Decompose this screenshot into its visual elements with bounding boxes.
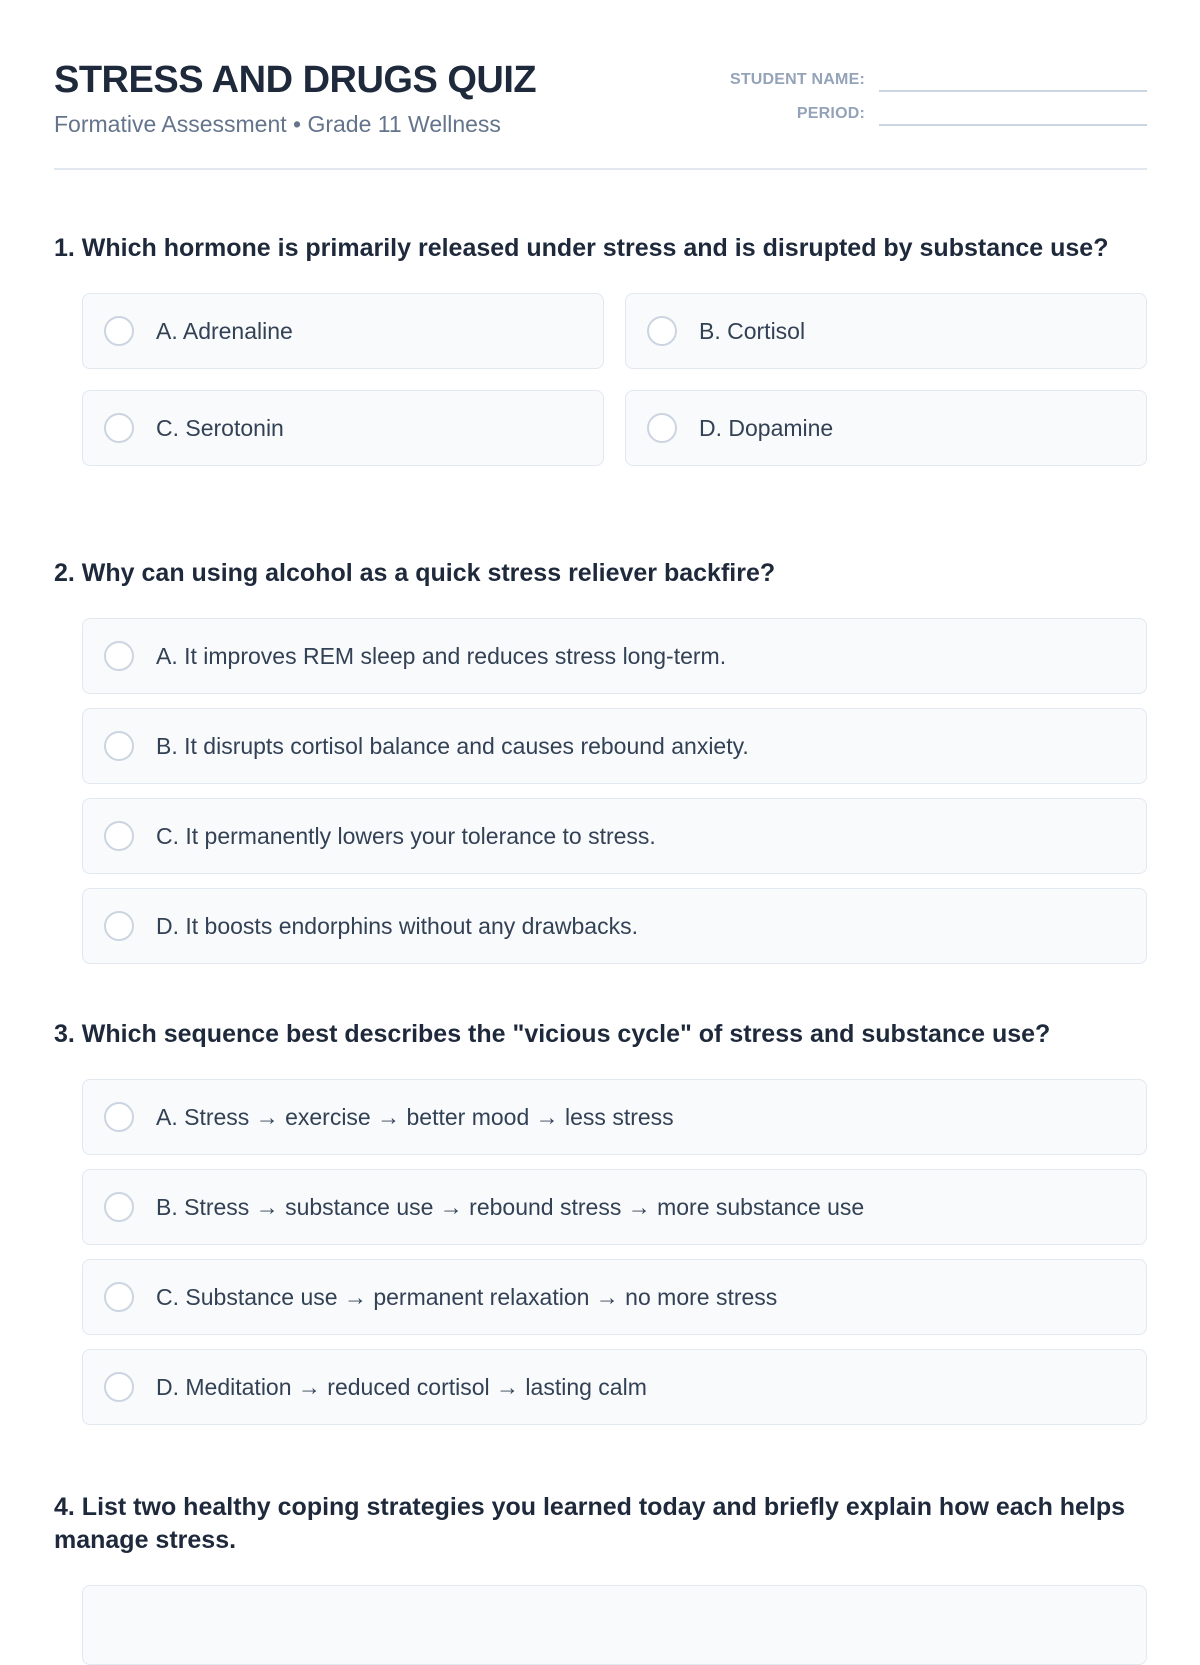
- question-1-option-c[interactable]: [82, 390, 604, 466]
- question-1-option-d[interactable]: [625, 390, 1147, 466]
- question-4-answer-box[interactable]: [82, 1585, 1147, 1665]
- period-label: PERIOD:: [796, 105, 865, 122]
- question-3-text: 3. Which sequence best describes the "vicious cycle" of stress and substance use?: [54, 1020, 1051, 1048]
- radio-circle-icon[interactable]: [647, 413, 677, 443]
- question-1-option-a[interactable]: [82, 293, 604, 369]
- question-3-option-c[interactable]: [82, 1259, 1147, 1335]
- radio-circle-icon[interactable]: [104, 413, 134, 443]
- question-3-option-a[interactable]: [82, 1079, 1147, 1155]
- option-label: C. Serotonin: [156, 415, 284, 441]
- question-3-options: [82, 1079, 1147, 1425]
- option-label: D. Dopamine: [699, 415, 834, 441]
- question-1: [54, 232, 1147, 466]
- question-2-option-a[interactable]: [82, 618, 1147, 694]
- radio-circle-icon[interactable]: [104, 731, 134, 761]
- question-2-option-c[interactable]: [82, 798, 1147, 874]
- radio-circle-icon[interactable]: [104, 821, 134, 851]
- option-label: B. It disrupts cortisol balance and causes rebound anxiety.: [156, 733, 749, 759]
- option-label: C. It permanently lowers your tolerance to stress.: [156, 823, 656, 849]
- radio-circle-icon[interactable]: [104, 1372, 134, 1402]
- question-2-text: 2. Why can using alcohol as a quick stress reliever backfire?: [54, 559, 776, 587]
- option-label: D. Meditation → reduced cortisol → lasting calm: [156, 1374, 647, 1400]
- page-title: STRESS AND DRUGS QUIZ: [54, 59, 537, 101]
- radio-circle-icon[interactable]: [104, 1282, 134, 1312]
- question-2-option-d[interactable]: [82, 888, 1147, 964]
- option-label: C. Substance use → permanent relaxation → no more stress: [156, 1284, 778, 1310]
- question-2-option-b[interactable]: [82, 708, 1147, 784]
- radio-circle-icon[interactable]: [104, 641, 134, 671]
- option-label: B. Cortisol: [699, 318, 806, 344]
- option-label: A. Adrenaline: [156, 318, 293, 344]
- student-info-fields: [707, 66, 1147, 134]
- student-name-row: [707, 66, 1147, 94]
- radio-circle-icon[interactable]: [104, 1192, 134, 1222]
- question-1-text: 1. Which hormone is primarily released under stress and is disrupted by substance use?: [54, 234, 1109, 262]
- period-line[interactable]: [879, 124, 1147, 126]
- option-label: B. Stress → substance use → rebound stress → more substance use: [156, 1194, 865, 1220]
- option-label: A. It improves REM sleep and reduces stress long-term.: [156, 643, 727, 669]
- question-1-option-b[interactable]: [625, 293, 1147, 369]
- question-2: [54, 557, 1147, 964]
- student-name-line[interactable]: [879, 90, 1147, 92]
- question-3-option-d[interactable]: [82, 1349, 1147, 1425]
- question-3: [54, 1018, 1147, 1425]
- quiz-header: [54, 0, 1147, 170]
- student-name-label: STUDENT NAME:: [729, 71, 865, 88]
- option-label: D. It boosts endorphins without any drawbacks.: [156, 913, 638, 939]
- radio-circle-icon[interactable]: [104, 316, 134, 346]
- option-label: A. Stress → exercise → better mood → less stress: [156, 1104, 674, 1130]
- radio-circle-icon[interactable]: [647, 316, 677, 346]
- radio-circle-icon[interactable]: [104, 1102, 134, 1132]
- question-4: [54, 1491, 1147, 1557]
- question-1-options: [82, 293, 1147, 466]
- question-3-option-b[interactable]: [82, 1169, 1147, 1245]
- radio-circle-icon[interactable]: [104, 911, 134, 941]
- quiz-page: [54, 0, 1147, 1554]
- period-row: [707, 100, 1147, 128]
- question-4-text: 4. List two healthy coping strategies you learned today and briefly explain how each helps manage stress.: [54, 1493, 1126, 1554]
- page-subtitle: Formative Assessment • Grade 11 Wellness: [54, 111, 501, 137]
- question-2-options: [82, 618, 1147, 964]
